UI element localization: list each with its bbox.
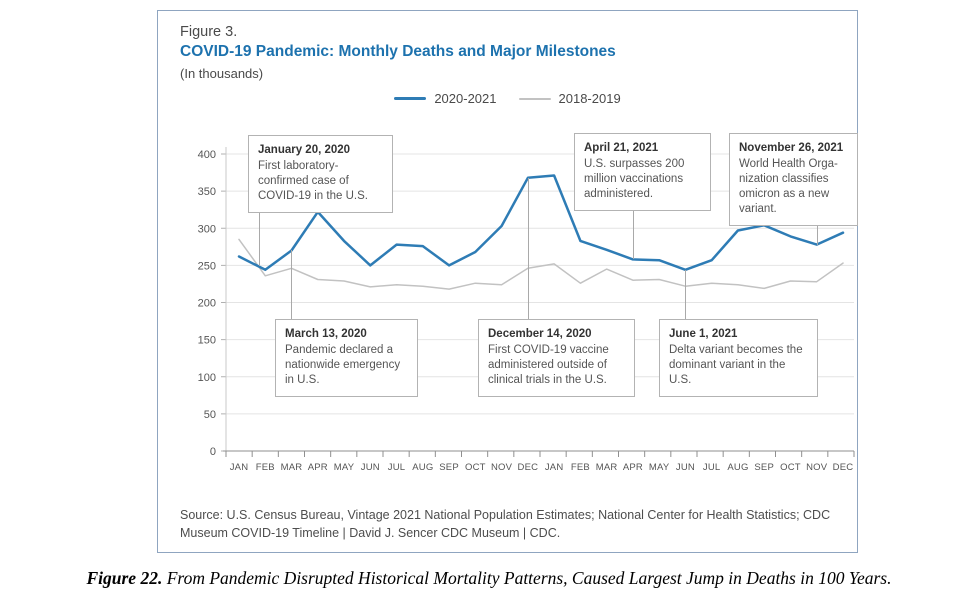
callout-date: March 13, 2020 bbox=[285, 328, 367, 340]
svg-text:SEP: SEP bbox=[439, 462, 459, 473]
svg-text:SEP: SEP bbox=[754, 462, 775, 473]
svg-text:AUG: AUG bbox=[412, 462, 434, 473]
svg-text:MAR: MAR bbox=[280, 462, 303, 473]
svg-text:DEC: DEC bbox=[832, 462, 854, 473]
figure-title: COVID-19 Pandemic: Monthly Deaths and Major Milestones bbox=[180, 43, 616, 60]
svg-text:APR: APR bbox=[622, 462, 643, 473]
callout-text: First laboratory-confirmed case of COVID-19 in the U.S. bbox=[258, 159, 368, 202]
figure-units-note: (In thousands) bbox=[180, 66, 264, 81]
callout-date: April 21, 2021 bbox=[584, 142, 659, 154]
callout-connector bbox=[528, 178, 529, 341]
svg-text:FEB: FEB bbox=[255, 462, 275, 473]
svg-text:100: 100 bbox=[197, 371, 216, 384]
svg-text:OCT: OCT bbox=[780, 462, 801, 473]
callout-first-confirmed-case bbox=[248, 135, 393, 213]
figure-panel bbox=[157, 10, 858, 553]
svg-text:JUN: JUN bbox=[360, 462, 380, 473]
svg-text:350: 350 bbox=[197, 186, 216, 199]
svg-text:150: 150 bbox=[197, 334, 216, 347]
callout-date: June 1, 2021 bbox=[669, 328, 738, 340]
svg-text:300: 300 bbox=[197, 223, 216, 236]
svg-text:MAY: MAY bbox=[333, 462, 355, 473]
svg-text:NOV: NOV bbox=[806, 462, 828, 473]
line-chart-canvas bbox=[158, 11, 859, 554]
svg-text:JUL: JUL bbox=[702, 462, 721, 473]
svg-text:JAN: JAN bbox=[229, 462, 249, 473]
caption-text: From Pandemic Disrupted Historical Mortality Patterns, Caused Largest Jump in Deaths in 100 Years. bbox=[162, 568, 892, 588]
callout-national-emergency bbox=[275, 319, 418, 397]
callout-date: December 14, 2020 bbox=[488, 328, 592, 340]
caption-number: Figure 22. bbox=[86, 568, 163, 588]
svg-text:0: 0 bbox=[209, 446, 216, 458]
svg-text:NOV: NOV bbox=[491, 462, 513, 473]
svg-text:JUN: JUN bbox=[675, 462, 695, 473]
callout-text: Delta variant becomes the dominant variant in the U.S. bbox=[669, 343, 803, 386]
callout-text: Pandemic declared a nationwide emergency in U.S. bbox=[285, 343, 401, 386]
svg-text:AUG: AUG bbox=[727, 462, 749, 473]
callout-date: November 26, 2021 bbox=[739, 142, 844, 154]
svg-text:JUL: JUL bbox=[387, 462, 406, 473]
svg-text:MAY: MAY bbox=[648, 462, 670, 473]
callout-date: January 20, 2020 bbox=[258, 144, 351, 156]
svg-text:MAR: MAR bbox=[595, 462, 618, 473]
callout-omicron-variant bbox=[729, 133, 858, 226]
svg-text:50: 50 bbox=[203, 408, 216, 421]
source-note: Source: U.S. Census Bureau, Vintage 2021 National Population Estimates; National Center for Health Statistics; CDC Museum COVID-19 Timeline | David J. Sencer CDC Museum | CDC. bbox=[180, 508, 831, 541]
svg-text:200: 200 bbox=[197, 297, 216, 310]
callout-200-million-vaccinations bbox=[574, 133, 711, 211]
figure-caption bbox=[0, 568, 978, 589]
svg-text:JAN: JAN bbox=[544, 462, 564, 473]
callout-delta-variant bbox=[659, 319, 818, 397]
callout-text: U.S. surpasses 200 million vaccinations administered. bbox=[584, 157, 685, 200]
callout-first-vaccine bbox=[478, 319, 635, 397]
callout-text: First COVID-19 vaccine administered outside of clinical trials in the U.S. bbox=[488, 343, 609, 386]
svg-text:400: 400 bbox=[197, 149, 216, 161]
svg-text:OCT: OCT bbox=[465, 462, 486, 473]
legend-label: 2018-2019 bbox=[558, 91, 621, 106]
svg-text:FEB: FEB bbox=[570, 462, 590, 473]
svg-text:APR: APR bbox=[307, 462, 328, 473]
figure-number: Figure 3. bbox=[180, 24, 238, 40]
svg-text:250: 250 bbox=[197, 260, 216, 273]
svg-text:DEC: DEC bbox=[517, 462, 539, 473]
legend-label: 2020-2021 bbox=[434, 91, 497, 106]
callout-text: World Health Organization classifies omicron as a new variant. bbox=[739, 157, 838, 215]
